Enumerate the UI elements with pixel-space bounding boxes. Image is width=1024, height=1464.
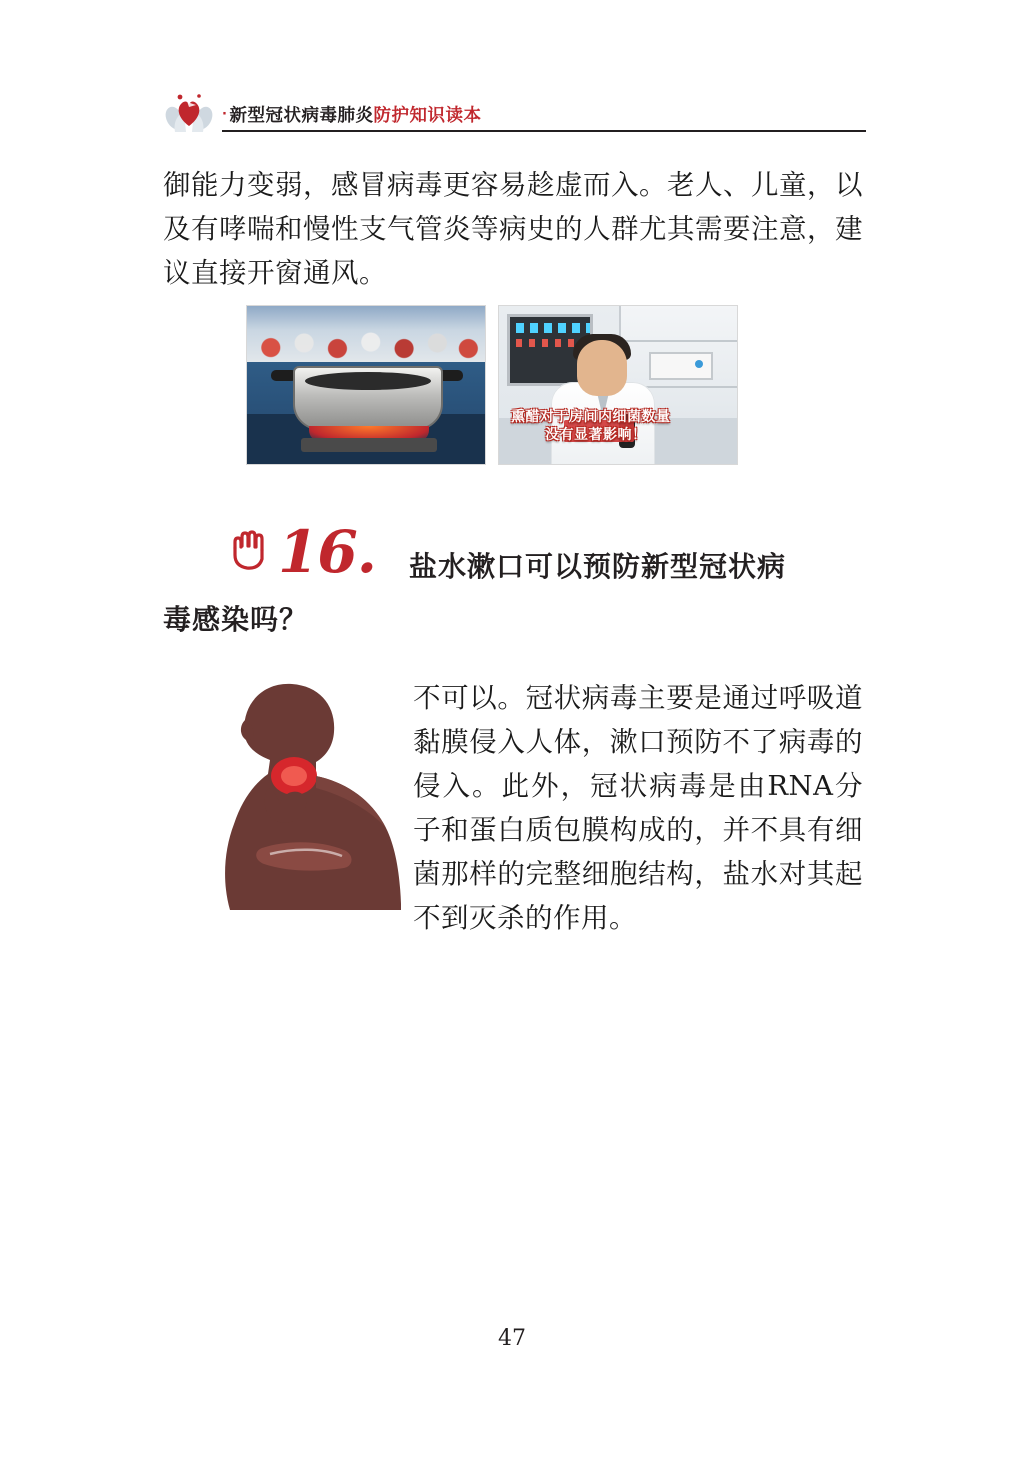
person-sore-throat-icon (196, 672, 411, 912)
hand-palm-icon (226, 526, 272, 572)
header-divider (222, 130, 866, 132)
photo-caption-line2: 没有显著影响！ (545, 427, 647, 443)
question-line-2: 毒感染吗？ (163, 603, 309, 636)
top-paragraph: 御能力变弱，感冒病毒更容易趁虚而入。老人、儿童，以及有哮喘和慢性支气管炎等病史的人群尤其需要注意，建议直接开窗通风。 (163, 169, 863, 289)
header-title (222, 102, 481, 127)
photo-vinegar-pot (246, 305, 486, 465)
header-title-red: 防护知识读本 (373, 106, 482, 126)
question-number: 16. (278, 518, 376, 586)
question-line-1: 盐水漱口可以预防新型冠状病 (409, 550, 787, 583)
question-heading (163, 520, 863, 640)
answer-paragraph: 不可以。冠状病毒主要是通过呼吸道黏膜侵入人体，漱口预防不了病毒的侵入。此外，冠状病毒是由RNA分子和蛋白质包膜构成的，并不具有细菌那样的完整细胞结构，盐水对其起不到灭杀的作用。 (413, 682, 863, 934)
header-title-black: 新型冠状病毒肺炎 (229, 106, 374, 126)
page-header (160, 88, 866, 142)
photo-strip (246, 305, 778, 465)
page-number: 47 (498, 1326, 526, 1351)
hands-heart-logo-icon (160, 88, 218, 142)
photo-caption-line1: 熏醋对于房间内细菌数量 (511, 409, 671, 425)
photo-expert-interview (498, 305, 738, 465)
header-bullet: · (222, 107, 228, 122)
